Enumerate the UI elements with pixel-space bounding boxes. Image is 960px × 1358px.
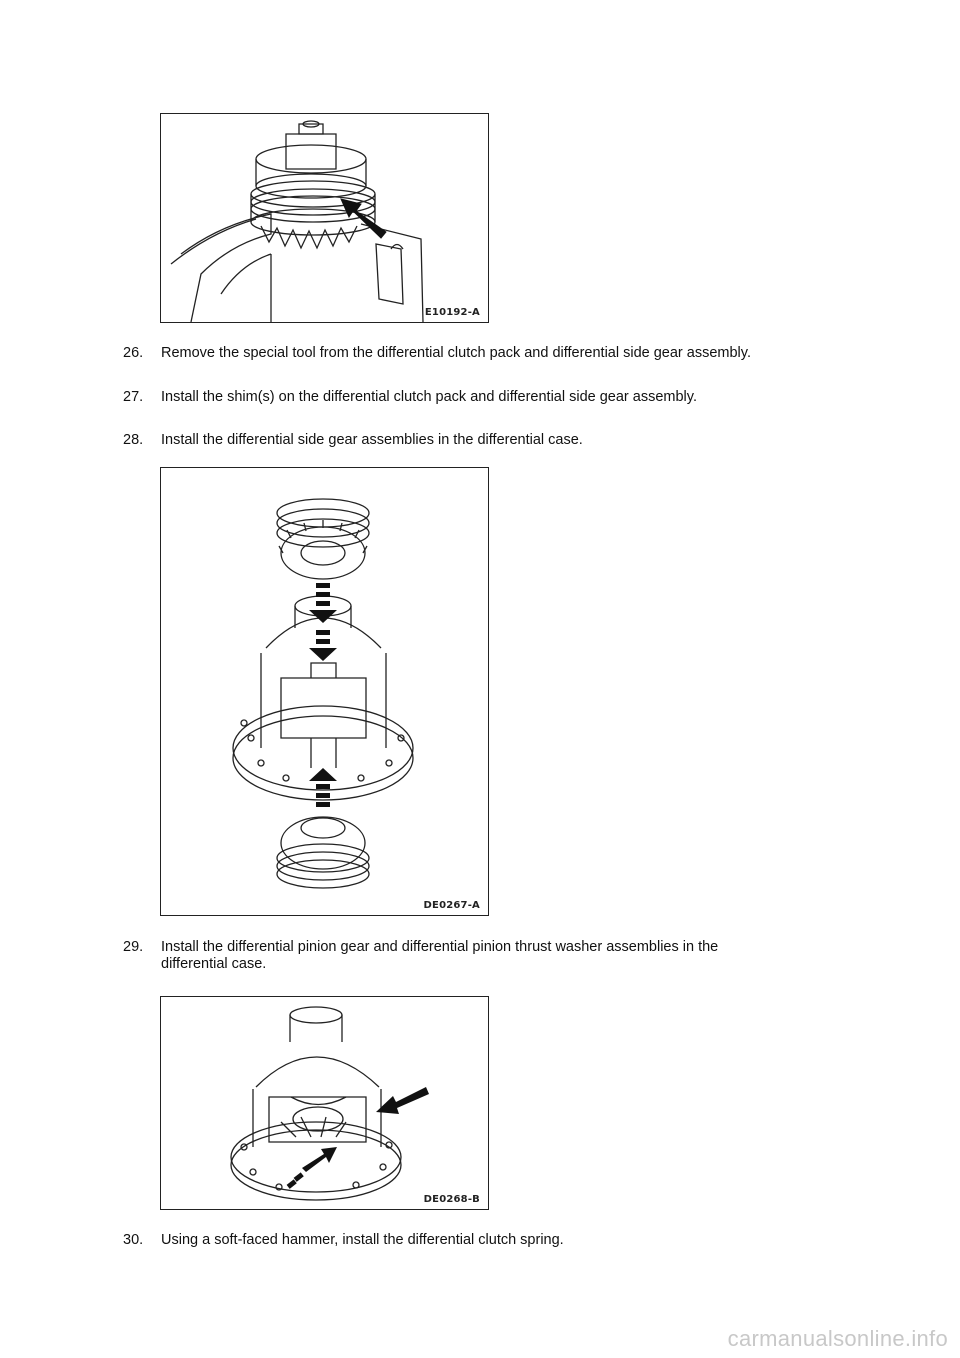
step-text: Remove the special tool from the differential clutch pack and differential side gear assembly. (161, 345, 751, 361)
step-number: 26. (123, 345, 144, 361)
pinion-gear-illustration (161, 997, 488, 1209)
side-gear-illustration (161, 468, 488, 915)
figure-side-gear-install (160, 467, 489, 916)
step-number: 29. (123, 939, 144, 955)
arrow-icon (287, 1087, 429, 1189)
step-text-line-2: differential case. (161, 956, 267, 972)
arrow-icon (309, 583, 337, 807)
step-29 (123, 939, 843, 973)
clutch-pack-illustration (161, 114, 488, 322)
figure-code: DE0267-A (423, 900, 480, 911)
step-text: Using a soft-faced hammer, install the differential clutch spring. (161, 1232, 564, 1248)
figure-code: DE0268-B (423, 1194, 480, 1205)
figure-code: E10192-A (424, 307, 480, 318)
step-number: 27. (123, 389, 144, 405)
step-text-line-1: Install the differential pinion gear and differential pinion thrust washer assemblies in the (161, 939, 719, 955)
figure-pinion-gears (160, 996, 489, 1210)
step-number: 30. (123, 1232, 144, 1248)
step-text: Install the shim(s) on the differential clutch pack and differential side gear assembly. (161, 389, 697, 405)
figure-clutch-pack-tool (160, 113, 489, 323)
step-text: Install the differential side gear assemblies in the differential case. (161, 432, 583, 448)
step-number: 28. (123, 432, 144, 448)
watermark: carmanualsonline.info (727, 1326, 948, 1351)
